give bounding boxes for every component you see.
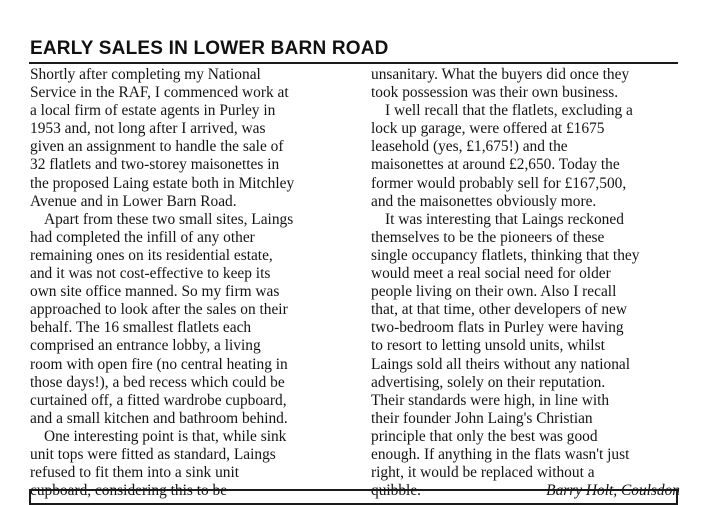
left-column-line: and it was not cost-effective to keep its	[30, 265, 271, 283]
left-column-line: and a small kitchen and bathroom behind.	[30, 409, 288, 427]
left-column-line: Apart from these two small sites, Laings	[44, 210, 294, 228]
left-column-line: given an assignment to handle the sale of	[30, 138, 284, 156]
article-headline: EARLY SALES IN LOWER BARN ROAD	[30, 38, 389, 59]
headline-underline-rule	[29, 62, 678, 64]
right-column-line: their founder John Laing's Christian	[371, 409, 593, 427]
closing-line: quibble.	[371, 482, 422, 500]
right-column-line: people living on their own. Also I recall	[371, 283, 617, 301]
right-column-line: themselves to be the pioneers of these	[371, 228, 605, 246]
left-column-line: approached to look after the sales on their	[30, 301, 288, 319]
right-column-line: and the maisonettes obviously more.	[371, 192, 597, 210]
left-column-line: those days!), a bed recess which could be	[30, 373, 285, 391]
left-column-line: had completed the infill of any other	[30, 228, 255, 246]
right-column-line: advertising, solely on their reputation.	[371, 373, 606, 391]
right-column-line: two-bedroom flats in Purley were having	[371, 319, 624, 337]
left-column-line: curtained off, a fitted wardrobe cupboard,	[30, 391, 287, 409]
left-column-line: Service in the RAF, I commenced work at	[30, 84, 289, 102]
left-column-line: refused to fit them into a sink unit	[30, 464, 240, 482]
left-column-line: the proposed Laing estate both in Mitchley	[30, 174, 295, 192]
left-column-line: room with open fire (no central heating in	[30, 355, 288, 373]
left-column	[30, 66, 360, 500]
right-column-line: enough. If anything in the flats wasn't just	[371, 445, 630, 463]
right-column-line: principle that only the best was good	[371, 427, 598, 445]
right-column-line: right, it would be replaced without a	[371, 464, 595, 482]
right-column-line: former would probably sell for £167,500,	[371, 174, 627, 192]
left-column-line: Shortly after completing my National	[30, 66, 261, 83]
left-column-line: cupboard, considering this to be	[30, 482, 228, 500]
right-column-line: leasehold (yes, £1,675!) and the	[371, 138, 568, 156]
left-column-line: behalf. The 16 smallest flatlets each	[30, 319, 252, 337]
left-column-line: comprised an entrance lobby, a living	[30, 337, 261, 355]
right-column-line: I well recall that the flatlets, excluding a	[385, 102, 633, 120]
right-column-line: to resort to letting unsold units, whilst	[371, 337, 605, 355]
left-column-line: Avenue and in Lower Barn Road.	[30, 192, 237, 210]
left-column-line: 32 flatlets and two-storey maisonettes in	[30, 156, 280, 174]
right-column-lines	[371, 66, 696, 482]
right-column-line: took possession was their own business.	[371, 84, 619, 102]
left-column-line: 1953 and, not long after I arrived, was	[30, 120, 266, 138]
left-column-line: own site office manned. So my firm was	[30, 283, 280, 301]
right-column-line: Their standards were high, in line with	[371, 391, 610, 409]
right-column-line: unsanitary. What the buyers did once they	[371, 66, 630, 83]
next-article-box-border	[29, 489, 678, 505]
right-column-line: maisonettes at around £2,650. Today the	[371, 156, 620, 174]
right-column-line: would meet a real social need for older	[371, 265, 611, 283]
left-column-line: remaining ones on its residential estate,	[30, 246, 273, 264]
right-column-line: single occupancy flatlets, thinking that they	[371, 246, 640, 264]
right-column-line: that, at that time, other developers of new	[371, 301, 627, 319]
left-column-line: unit tops were fitted as standard, Laings	[30, 445, 276, 463]
author-byline: Barry Holt, Coulsdon	[546, 482, 680, 500]
right-column	[371, 66, 696, 500]
left-column-line: a local firm of estate agents in Purley in	[30, 102, 276, 120]
right-column-line: lock up garage, were offered at £1675	[371, 120, 605, 138]
left-column-line: One interesting point is that, while sink	[44, 427, 287, 445]
right-column-line: It was interesting that Laings reckoned	[385, 210, 624, 228]
right-column-line: Laings sold all theirs without any national	[371, 355, 631, 373]
